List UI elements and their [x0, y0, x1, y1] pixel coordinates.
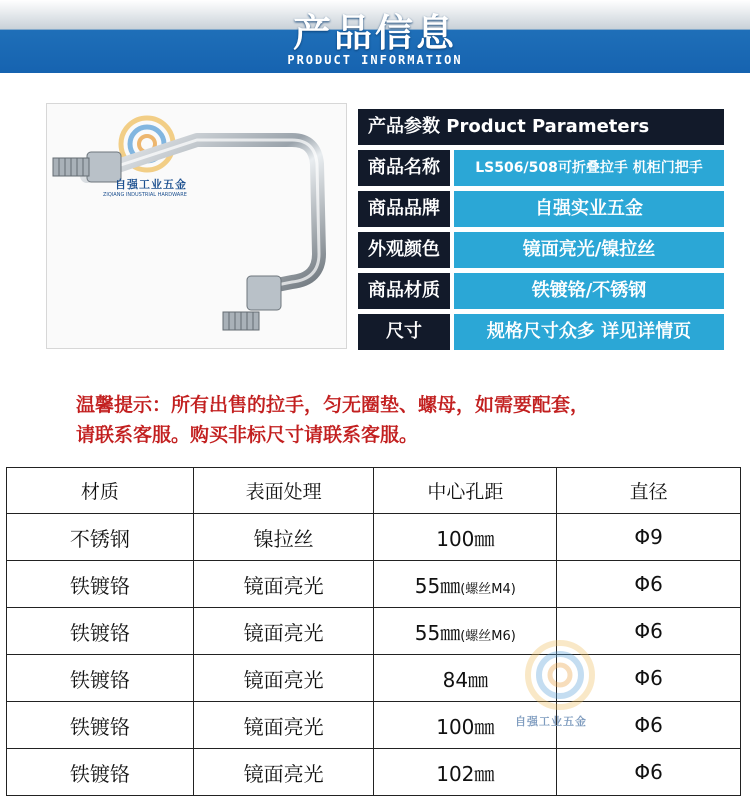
spacing-value: 100㎜ — [436, 526, 495, 551]
param-label: 尺寸 — [358, 314, 450, 350]
column-header: 直径 — [557, 468, 741, 514]
spacing-value: 55㎜ — [414, 620, 461, 645]
spacing-cell — [374, 561, 557, 608]
banner-title: 产品信息 — [292, 11, 457, 55]
table-row — [7, 561, 741, 608]
column-header: 表面处理 — [193, 468, 374, 514]
brand-logo-text: 自强工业五金 — [115, 178, 187, 191]
page-banner — [0, 0, 750, 73]
banner-subtitle: PRODUCT INFORMATION — [287, 53, 463, 67]
spacing-value: 102㎜ — [436, 761, 495, 786]
spacing-value: 84㎜ — [442, 667, 489, 692]
brand-logo-subtext: ZIQIANG INDUSTRIAL HARDWARE — [103, 192, 187, 198]
column-header: 中心孔距 — [374, 468, 557, 514]
diameter-cell: Φ6 — [557, 561, 741, 608]
material-cell: 铁镀铬 — [7, 749, 194, 796]
finish-cell: 镜面亮光 — [193, 702, 374, 749]
spacing-value: 100㎜ — [436, 714, 495, 739]
table-row — [7, 702, 741, 749]
table-row — [7, 749, 741, 796]
param-value: 铁镀铬/不锈钢 — [454, 273, 724, 309]
param-row-material — [358, 273, 724, 309]
param-row-size — [358, 314, 724, 350]
finish-cell: 镜面亮光 — [193, 655, 374, 702]
param-label: 外观颜色 — [358, 232, 450, 268]
spacing-value: 55㎜ — [414, 573, 461, 598]
spacing-cell — [374, 514, 557, 561]
param-value: LS506/508可折叠拉手 机柜门把手 — [454, 150, 724, 186]
watermark — [515, 635, 605, 728]
finish-cell: 镜面亮光 — [193, 561, 374, 608]
spacing-cell — [374, 749, 557, 796]
watermark-logo-icon — [515, 635, 605, 715]
warm-notice — [76, 390, 726, 450]
finish-cell: 镍拉丝 — [193, 514, 374, 561]
spacing-note: (螺丝M4) — [460, 581, 516, 597]
diameter-cell: Φ6 — [557, 749, 741, 796]
notice-line-2: 请联系客服。购买非标尺寸请联系客服。 — [76, 424, 419, 446]
table-header-row — [7, 468, 741, 514]
param-row-color — [358, 232, 724, 268]
param-value: 规格尺寸众多 详见详情页 — [454, 314, 724, 350]
param-row-name — [358, 150, 724, 186]
finish-cell: 镜面亮光 — [193, 608, 374, 655]
table-row — [7, 514, 741, 561]
screw-thread-bottom — [223, 312, 259, 330]
param-label: 商品品牌 — [358, 191, 450, 227]
spacing-note: (螺丝M6) — [460, 628, 516, 644]
table-row — [7, 608, 741, 655]
table-row — [7, 655, 741, 702]
material-cell: 不锈钢 — [7, 514, 194, 561]
material-cell: 铁镀铬 — [7, 655, 194, 702]
diameter-cell: Φ9 — [557, 514, 741, 561]
param-value: 镜面亮光/镍拉丝 — [454, 232, 724, 268]
param-label: 商品名称 — [358, 150, 450, 186]
screw-thread-top — [53, 158, 89, 176]
parameters-header: 产品参数 Product Parameters — [358, 109, 724, 145]
material-cell: 铁镀铬 — [7, 702, 194, 749]
material-cell: 铁镀铬 — [7, 561, 194, 608]
finish-cell: 镜面亮光 — [193, 749, 374, 796]
column-header: 材质 — [7, 468, 194, 514]
watermark-text: 自强工业五金 — [515, 715, 587, 728]
product-photo — [46, 103, 347, 349]
param-row-brand — [358, 191, 724, 227]
folding-handle-image — [47, 104, 346, 348]
diameter-cell: Φ6 — [557, 702, 741, 749]
notice-line-1: 温馨提示：所有出售的拉手，匀无圈垫、螺母，如需要配套， — [76, 394, 590, 416]
diameter-cell: Φ6 — [557, 608, 741, 655]
spec-table — [6, 467, 741, 796]
param-value: 自强实业五金 — [454, 191, 724, 227]
material-cell: 铁镀铬 — [7, 608, 194, 655]
diameter-cell: Φ6 — [557, 655, 741, 702]
param-label: 商品材质 — [358, 273, 450, 309]
product-parameters — [358, 109, 724, 355]
